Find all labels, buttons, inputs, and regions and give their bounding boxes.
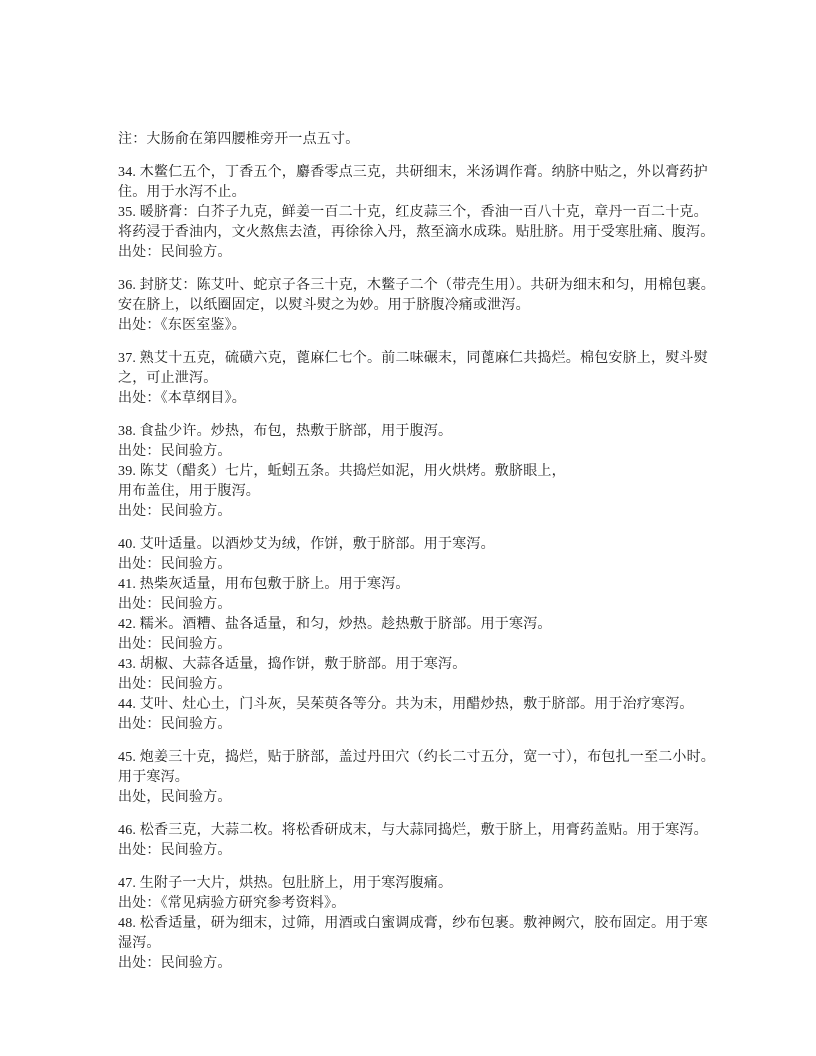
text-line: 出处：民间验方。 — [118, 504, 232, 519]
text-line: 37. 熟艾十五克，硫磺六克，蓖麻仁七个。前二味碾末，同蓖麻仁共捣烂。棉包安脐上，熨斗熨 — [118, 351, 708, 366]
text-line: 出处：民间验方。 — [118, 843, 232, 858]
text-line: 40. 艾叶适量。以酒炒艾为绒，作饼，敷于脐部。用于寒泻。 — [118, 537, 495, 552]
paragraph-block — [118, 349, 720, 409]
text-line: 安在脐上，以纸圈固定，以熨斗熨之为妙。用于脐腹冷痛或泄泻。 — [118, 298, 530, 313]
text-line: 35. 暖脐膏：白芥子九克，鲜姜一百二十克，红皮蒜三个，香油一百八十克，章丹一百二十克。 — [118, 205, 708, 220]
text-line: 39. 陈艾（醋炙）七片，蚯蚓五条。共捣烂如泥，用火烘烤。敷脐眼上， — [118, 464, 566, 479]
text-line: 出处：民间验方。 — [118, 597, 232, 612]
text-line: 出处：《本草纲目》。 — [118, 391, 246, 406]
text-line: 出处：民间验方。 — [118, 677, 232, 692]
text-line: 38. 食盐少许。炒热，布包，热敷于脐部，用于腹泻。 — [118, 424, 453, 439]
text-line: 用布盖住，用于腹泻。 — [118, 484, 260, 499]
paragraph-block — [118, 422, 720, 522]
text-line: 住。用于水泻不止。 — [118, 185, 246, 200]
text-line: 注：大肠俞在第四腰椎旁开一点五寸。 — [118, 132, 360, 147]
text-line: 34. 木鳖仁五个，丁香五个，麝香零点三克，共研细末，米汤调作膏。纳脐中贴之，外以膏药护 — [118, 165, 708, 180]
paragraph-block — [118, 874, 720, 974]
text-line: 湿泻。 — [118, 936, 161, 951]
text-line: 出处：民间验方。 — [118, 637, 232, 652]
text-line: 48. 松香适量，研为细末，过筛，用酒或白蜜调成膏，纱布包裹。敷神阙穴，胶布固定。用于寒 — [118, 916, 708, 931]
paragraph-block — [118, 535, 720, 735]
text-line: 出处：民间验方。 — [118, 956, 232, 971]
text-line: 出处：民间验方。 — [118, 245, 232, 260]
text-line: 45. 炮姜三十克，捣烂，贴于脐部，盖过丹田穴（约长二寸五分，宽一寸），布包扎一至二小时。 — [118, 750, 715, 765]
text-line: 42. 糯米。酒糟、盐各适量，和匀，炒热。趁热敷于脐部。用于寒泻。 — [118, 617, 552, 632]
text-line: 出处：《常见病验方研究参考资料》。 — [118, 896, 346, 911]
paragraph-block — [118, 163, 720, 263]
text-line: 出处：民间验方。 — [118, 444, 232, 459]
paragraph-block — [118, 748, 720, 808]
text-line: 36. 封脐艾：陈艾叶、蛇京子各三十克，木鳖子二个（带壳生用）。共研为细末和匀，用棉包裹。 — [118, 278, 715, 293]
text-line: 41. 热柴灰适量，用布包敷于脐上。用于寒泻。 — [118, 577, 410, 592]
text-line: 47. 生附子一大片，烘热。包肚脐上，用于寒泻腹痛。 — [118, 876, 453, 891]
paragraph-block — [118, 821, 720, 861]
text-line: 将药浸于香油内，文火熬焦去渣，再徐徐入丹，熬至滴水成珠。贴肚脐。用于受寒肚痛、腹泻。 — [118, 225, 715, 240]
paragraph-block — [118, 276, 720, 336]
text-line: 44. 艾叶、灶心土，门斗灰，吴茱萸各等分。共为末，用醋炒热，敷于脐部。用于治疗寒泻。 — [118, 697, 694, 712]
text-line: 出处：民间验方。 — [118, 557, 232, 572]
paragraph-block — [118, 130, 720, 150]
text-line: 出处：《东医室鉴》。 — [118, 318, 246, 333]
text-line: 出处：民间验方。 — [118, 717, 232, 732]
text-line: 43. 胡椒、大蒜各适量，捣作饼，敷于脐部。用于寒泻。 — [118, 657, 467, 672]
text-line: 46. 松香三克，大蒜二枚。将松香研成末，与大蒜同捣烂，敷于脐上，用膏药盖贴。用于寒泻。 — [118, 823, 708, 838]
text-line: 用于寒泻。 — [118, 770, 189, 785]
text-line: 之，可止泄泻。 — [118, 371, 218, 386]
document-body — [118, 130, 720, 974]
text-line: 出处，民间验方。 — [118, 790, 232, 805]
